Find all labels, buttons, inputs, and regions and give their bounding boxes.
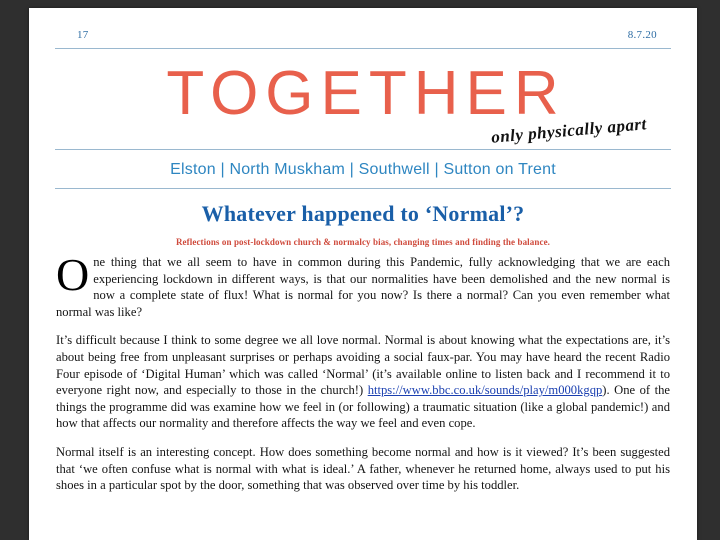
article-standfirst: Reflections on post-lockdown church & normalcy bias, changing times and finding the balance. [175,237,551,247]
paragraph-1-text: ne thing that we all seem to have in common during this Pandemic, fully acknowledging that we are each experiencing lockdown in different ways, is that our normalities have been demolished and the new normal is now a complete state of flux! What is normal for you now? Is there a normal? Can you even remember what normal was like? [56,255,670,319]
page-header [55,8,671,41]
masthead-tagline: only physically apart [490,114,648,147]
article-body [55,249,671,494]
paragraph-1 [56,249,670,320]
paragraph-2-text-b: ). One of the things the programme did was examine how we feel in (or following) a traumatic situation (like a global pandemic!) and how that affects our normality and therefore affects the way we feel and even cope. [56,383,670,431]
issue-number: 17 [77,29,89,41]
paragraph-3: Normal itself is an interesting concept. How does something become normal and how is it viewed? It’s been suggested that ‘we often confuse what is normal with what is ideal.’ A father, whenever he returned home, always used to put his shoes in a particular spot by the door, something that was observed over time by his toddler. [56,444,670,493]
paragraph-2 [56,332,670,432]
article-headline: Whatever happened to ‘Normal’? [201,201,525,226]
drop-cap: O [56,249,90,300]
paragraph-2-text-a: It’s difficult because I think to some degree we all love normal. Normal is about knowing what the expectations are, it’s about being free from unpleasant surprises or perhaps avoiding a social faux-par. You may have heard the recent Radio Four episode of ‘Digital Human’ which was called ‘Normal’ (it’s available online to listen back and I recommend it to everyone right now, and especially to those in the church!) [56,333,670,398]
masthead-title: TOGETHER [166,59,566,128]
villages-list: Elston | North Muskham | Southwell | Sutton on Trent [170,161,556,178]
newsletter-page [29,8,697,540]
issue-date: 8.7.20 [627,29,657,41]
bbc-sounds-link[interactable]: https://www.bbc.co.uk/sounds/play/m000kgqp [367,383,603,398]
masthead [55,49,671,145]
